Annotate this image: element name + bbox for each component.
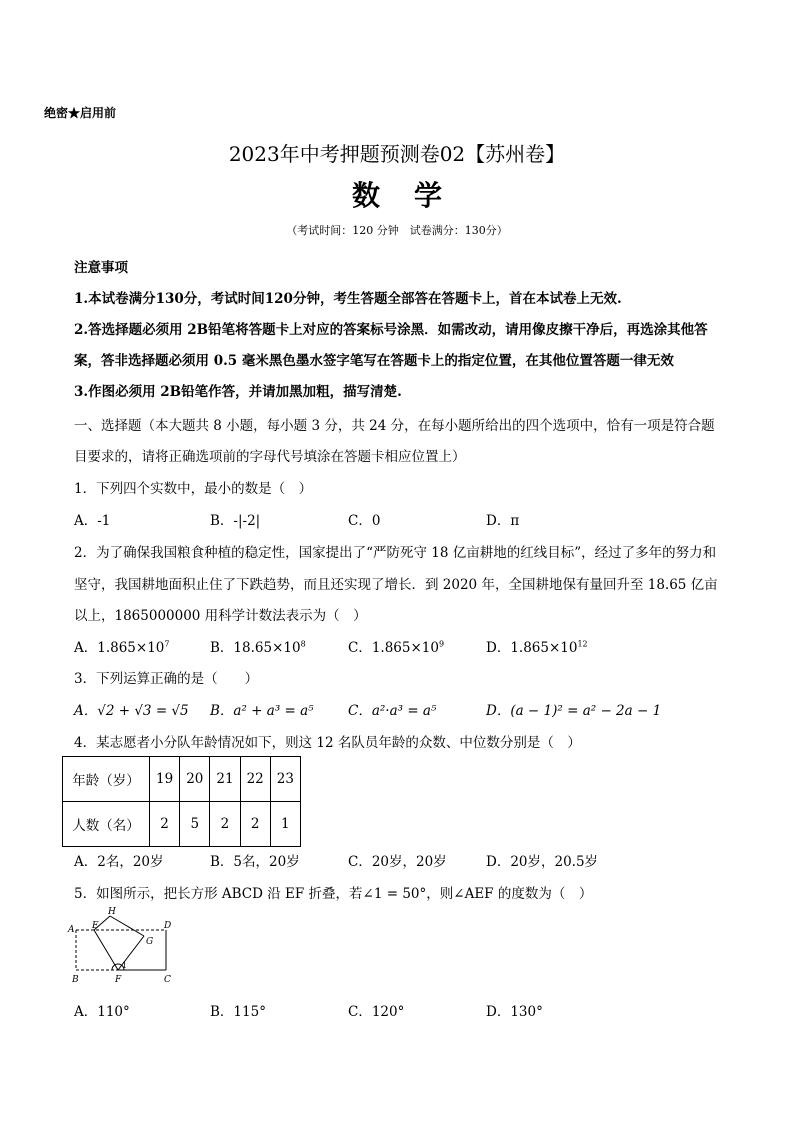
exam-title: 2023年中考押题预测卷02【苏州卷】 — [228, 142, 566, 166]
q2-option-c: C．$1.865\times 10^9$ — [348, 639, 445, 656]
label-C: C — [164, 975, 171, 985]
q1-option-d: D．π — [486, 513, 520, 529]
subject-title: 数学 — [351, 179, 476, 212]
label-B: B — [72, 975, 79, 985]
section1-line1: 一、选择题（本大题共 8 小题，每小题 3 分，共 24 分，在每小题所给出的四个选项中，恰有一项是符合题 — [74, 418, 715, 434]
note-3: 3.作图必须用 2B铅笔作答，并请加黑加粗，描写清楚. — [74, 384, 402, 400]
section1-line2: 目要求的，请将正确选项前的字母代号填涂在答题卡相应位置上） — [74, 449, 466, 465]
label-G: G — [146, 937, 154, 947]
table-cell: 19 — [150, 757, 180, 802]
q4-option-b: B．5名，20岁 — [210, 854, 300, 870]
q2-option-a: A．$1.865\times 10^7$ — [74, 639, 170, 656]
notes-heading: 注意事项 — [74, 260, 128, 276]
table-cell: 2 — [150, 802, 180, 847]
q5-option-d: D．130° — [486, 1004, 543, 1020]
fold-rectangle-figure — [66, 906, 186, 990]
label-A: A — [68, 925, 75, 935]
q3-stem: 3．下列运算正确的是（ ） — [74, 671, 259, 687]
q2-option-d: D．$1.865\times 10^{12}$ — [486, 639, 588, 656]
table-cell: 人数（名） — [63, 802, 150, 847]
q3-option-b: B．a² + a³ = a⁵ — [210, 703, 314, 719]
q5-stem: 5．如图所示，把长方形 ABCD 沿 EF 折叠，若∠1 = 50°，则∠AEF 的度数为（ ） — [74, 886, 593, 902]
q4-option-a: A．2名，20岁 — [74, 854, 164, 870]
table-row — [63, 757, 301, 802]
label-F: F — [115, 975, 122, 985]
table-cell: 5 — [180, 802, 210, 847]
exam-time-info: （考试时间：120 分钟 试卷满分：130分） — [286, 224, 508, 237]
q3-option-d: D．(a − 1)² = a² − 2a − 1 — [486, 703, 662, 719]
q5-option-b: B．115° — [210, 1004, 266, 1020]
q2-option-b: B．$18.65\times 10^8$ — [210, 639, 306, 656]
q2-line2: 坚守，我国耕地面积止住了下跌趋势，而且还实现了增长．到 2020 年，全国耕地保有量回升至 18.65 亿亩 — [74, 577, 718, 593]
note-2a: 2.答选择题必须用 2B铅笔将答题卡上对应的答案标号涂黑．如需改动，请用像皮擦干净后，再选涂其他答 — [74, 322, 708, 338]
q4-stem: 4．某志愿者小分队年龄情况如下，则这 12 名队员年龄的众数、中位数分别是（ ） — [74, 735, 581, 751]
q1-stem: 1．下列四个实数中，最小的数是（ ） — [74, 481, 313, 497]
note-1: 1.本试卷满分130分，考试时间120分钟，考生答题全部答在答题卡上，首在本试卷上无效. — [74, 291, 622, 307]
table-cell: 21 — [210, 757, 240, 802]
table-cell: 2 — [240, 802, 270, 847]
q2-line3: 以上，1865000000 用科学计数法表示为（ ） — [74, 608, 367, 624]
table-row — [63, 802, 301, 847]
label-angle-1: 1 — [122, 961, 128, 970]
q3-option-c: C．a²·a³ = a⁵ — [348, 703, 437, 719]
q2-line1: 2．为了确保我国粮食种植的稳定性，国家提出了“严防死守 18 亿亩耕地的红线目标”，经过了多年的努力和 — [74, 545, 717, 561]
label-D: D — [164, 921, 172, 931]
age-table — [62, 756, 301, 847]
q4-option-c: C．20岁，20岁 — [348, 854, 447, 870]
label-H: H — [108, 907, 116, 917]
note-2b: 案，答非选择题必须用 0.5 毫米黑色墨水签字笔写在答题卡上的指定位置，在其他位置答题一律无效 — [74, 353, 674, 369]
q1-option-b: B．-|-2| — [210, 513, 261, 529]
confidential-label: 绝密★启用前 — [44, 106, 117, 120]
q1-option-a: A．-1 — [74, 513, 111, 529]
q4-option-d: D．20岁，20.5岁 — [486, 854, 599, 870]
table-cell: 年龄（岁） — [63, 757, 150, 802]
q1-option-c: C．0 — [348, 513, 381, 529]
table-cell: 23 — [270, 757, 300, 802]
q5-option-c: C．120° — [348, 1004, 405, 1020]
table-cell: 20 — [180, 757, 210, 802]
q3-option-a: A．√2 + √3 = √5 — [74, 703, 189, 719]
table-cell: 2 — [210, 802, 240, 847]
label-E: E — [92, 921, 99, 931]
table-cell: 1 — [270, 802, 300, 847]
table-cell: 22 — [240, 757, 270, 802]
q5-option-a: A．110° — [74, 1004, 130, 1020]
